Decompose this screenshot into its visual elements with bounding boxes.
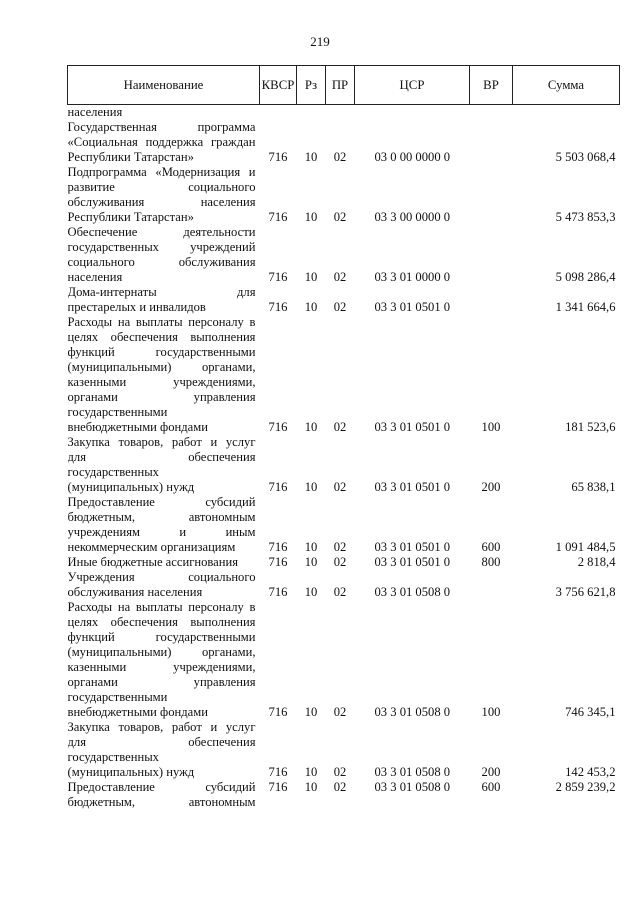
- cell-vr: 800: [481, 555, 501, 569]
- cell-sum: 2 818,4: [577, 555, 616, 569]
- name-line: государственных учреждений: [67, 240, 256, 254]
- cell-name: [68, 165, 260, 225]
- cell-pr: 02: [333, 270, 347, 284]
- cell-kvsr: 716: [268, 540, 288, 554]
- cell-rz: 10: [304, 150, 318, 164]
- cell-sum: 3 756 621,8: [555, 585, 616, 599]
- cell-kvsr: 716: [268, 480, 288, 494]
- cell-rz: 10: [304, 765, 318, 779]
- name-line: развитие социального: [67, 180, 256, 194]
- cell-sum: 2 859 239,2: [555, 780, 616, 794]
- name-line: обслуживания населения: [67, 585, 203, 599]
- name-line: Республики Татарстан»: [67, 210, 194, 224]
- name-line: обслуживания населения: [67, 195, 256, 209]
- cell-rz: 10: [304, 705, 318, 719]
- cell-pr: 02: [333, 420, 347, 434]
- name-line: внебюджетными фондами: [67, 705, 208, 719]
- name-line: государственных: [67, 750, 159, 764]
- column-header-kvsr: КВСР: [260, 66, 297, 105]
- cell-sum: 5 503 068,4: [555, 150, 616, 164]
- name-line: Обеспечение деятельности: [67, 225, 256, 239]
- name-line: Закупка товаров, работ и услуг: [67, 435, 256, 449]
- cell-kvsr: 716: [268, 210, 288, 224]
- table-row: [68, 285, 620, 315]
- cell-rz: 10: [304, 480, 318, 494]
- cell-vr: 100: [481, 705, 501, 719]
- cell-vr: [470, 225, 513, 285]
- name-line: органами управления: [67, 675, 256, 689]
- table-row: [68, 120, 620, 165]
- cell-name: [68, 720, 260, 780]
- cell-vr: 200: [481, 765, 501, 779]
- cell-csr: 03 3 01 0501 0: [374, 480, 451, 494]
- cell-vr: 600: [481, 540, 501, 554]
- cell-vr: [470, 570, 513, 600]
- cell-vr: [470, 120, 513, 165]
- cell-vr: [470, 285, 513, 315]
- name-line: (муниципальных) нужд: [67, 765, 195, 779]
- cell-sum: [513, 105, 620, 121]
- name-line: целях обеспечения выполнения: [67, 615, 256, 629]
- cell-rz: [297, 105, 326, 121]
- cell-vr: [470, 105, 513, 121]
- column-header-sum: Сумма: [513, 66, 620, 105]
- cell-sum: 746 345,1: [565, 705, 616, 719]
- cell-name: [68, 285, 260, 315]
- cell-sum: 1 341 664,6: [555, 300, 616, 314]
- cell-csr: 03 3 01 0501 0: [374, 540, 451, 554]
- name-line: Расходы на выплаты персоналу в: [67, 315, 256, 329]
- cell-pr: 02: [333, 555, 347, 569]
- cell-kvsr: 716: [268, 150, 288, 164]
- cell-pr: 02: [333, 300, 347, 314]
- cell-rz: 10: [304, 780, 318, 794]
- name-line: социального обслуживания: [67, 255, 256, 269]
- name-line: Предоставление субсидий: [67, 780, 256, 794]
- name-line: Предоставление субсидий: [67, 495, 256, 509]
- cell-sum: 65 838,1: [571, 480, 616, 494]
- name-line: органами управления: [67, 390, 256, 404]
- name-line: Подпрограмма «Модернизация и: [67, 165, 256, 179]
- table-row: [68, 570, 620, 600]
- name-line: Учреждения социального: [67, 570, 256, 584]
- name-line: «Социальная поддержка граждан: [67, 135, 256, 149]
- cell-vr: 200: [481, 480, 501, 494]
- cell-kvsr: 716: [268, 765, 288, 779]
- cell-pr: 02: [333, 540, 347, 554]
- name-line: населения: [67, 270, 123, 284]
- cell-pr: 02: [333, 705, 347, 719]
- table-row: [68, 165, 620, 225]
- cell-name: [68, 120, 260, 165]
- cell-csr: 03 3 01 0501 0: [374, 300, 451, 314]
- cell-name: [68, 780, 260, 810]
- name-line: функций государственными: [67, 630, 256, 644]
- page-number: 219: [310, 34, 330, 49]
- column-header-csr: ЦСР: [355, 66, 470, 105]
- cell-pr: 02: [333, 585, 347, 599]
- cell-kvsr: 716: [268, 780, 288, 794]
- cell-sum: 5 473 853,3: [555, 210, 616, 224]
- cell-pr: 02: [333, 210, 347, 224]
- cell-rz: 10: [304, 585, 318, 599]
- table-body: [68, 105, 620, 811]
- table-row: [68, 315, 620, 435]
- cell-name: [68, 105, 260, 121]
- cell-pr: [326, 105, 355, 121]
- name-line: государственными: [67, 405, 168, 419]
- budget-table: [67, 65, 620, 810]
- name-line: (муниципальными) органами,: [67, 645, 256, 659]
- cell-kvsr: [260, 105, 297, 121]
- column-header-vr: ВР: [470, 66, 513, 105]
- cell-kvsr: 716: [268, 585, 288, 599]
- name-line: бюджетным, автономным: [67, 795, 256, 809]
- cell-sum: 142 453,2: [565, 765, 616, 779]
- cell-name: [68, 570, 260, 600]
- name-line: некоммерческим организациям: [67, 540, 236, 554]
- table-row: [68, 780, 620, 810]
- name-line: государственными: [67, 690, 168, 704]
- cell-vr: 100: [481, 420, 501, 434]
- name-line: Республики Татарстан»: [67, 150, 194, 164]
- cell-csr: [355, 105, 470, 121]
- name-line: Государственная программа: [67, 120, 256, 134]
- cell-pr: 02: [333, 765, 347, 779]
- cell-pr: 02: [333, 480, 347, 494]
- column-header-rz: Рз: [297, 66, 326, 105]
- cell-csr: 03 3 01 0000 0: [374, 270, 451, 284]
- cell-sum: 1 091 484,5: [555, 540, 616, 554]
- cell-name: [68, 315, 260, 435]
- table-header-row: [68, 66, 620, 105]
- name-line: (муниципальными) органами,: [67, 360, 256, 374]
- cell-rz: 10: [304, 210, 318, 224]
- cell-csr: 03 3 01 0508 0: [374, 585, 451, 599]
- name-line: для обеспечения: [67, 735, 256, 749]
- cell-csr: 03 3 01 0501 0: [374, 420, 451, 434]
- name-line: целях обеспечения выполнения: [67, 330, 256, 344]
- name-line: Иные бюджетные ассигнования: [67, 555, 239, 569]
- cell-kvsr: 716: [268, 420, 288, 434]
- column-header-pr: ПР: [326, 66, 355, 105]
- cell-name: [68, 555, 260, 570]
- cell-vr: [470, 165, 513, 225]
- cell-kvsr: 716: [268, 555, 288, 569]
- table-row: [68, 495, 620, 555]
- name-line: для обеспечения: [67, 450, 256, 464]
- cell-kvsr: 716: [268, 705, 288, 719]
- column-header-name: Наименование: [68, 66, 260, 105]
- table-row: [68, 720, 620, 780]
- cell-rz: 10: [304, 270, 318, 284]
- cell-sum: 5 098 286,4: [555, 270, 616, 284]
- cell-kvsr: 716: [268, 270, 288, 284]
- table-row: [68, 105, 620, 121]
- name-line: (муниципальных) нужд: [67, 480, 195, 494]
- cell-csr: 03 3 01 0508 0: [374, 780, 451, 794]
- table-row: [68, 225, 620, 285]
- cell-name: [68, 600, 260, 720]
- name-line: населения: [67, 105, 123, 119]
- table-row: [68, 600, 620, 720]
- name-line: казенными учреждениями,: [67, 660, 256, 674]
- name-line: Дома-интернаты для: [67, 285, 256, 299]
- table-row: [68, 435, 620, 495]
- name-line: престарелых и инвалидов: [67, 300, 206, 314]
- cell-kvsr: 716: [268, 300, 288, 314]
- cell-rz: 10: [304, 555, 318, 569]
- name-line: Расходы на выплаты персоналу в: [67, 600, 256, 614]
- name-line: учреждениям и иным: [67, 525, 256, 539]
- name-line: функций государственными: [67, 345, 256, 359]
- cell-sum: 181 523,6: [565, 420, 616, 434]
- cell-pr: 02: [333, 150, 347, 164]
- cell-vr: 600: [481, 780, 501, 794]
- name-line: государственных: [67, 465, 159, 479]
- cell-csr: 03 3 00 0000 0: [374, 210, 451, 224]
- cell-csr: 03 3 01 0508 0: [374, 705, 451, 719]
- cell-pr: 02: [333, 780, 347, 794]
- name-line: бюджетным, автономным: [67, 510, 256, 524]
- cell-name: [68, 225, 260, 285]
- name-line: Закупка товаров, работ и услуг: [67, 720, 256, 734]
- cell-rz: 10: [304, 540, 318, 554]
- cell-csr: 03 3 01 0508 0: [374, 765, 451, 779]
- name-line: казенными учреждениями,: [67, 375, 256, 389]
- cell-rz: 10: [304, 300, 318, 314]
- cell-csr: 03 0 00 0000 0: [374, 150, 451, 164]
- table-row: [68, 555, 620, 570]
- name-line: внебюджетными фондами: [67, 420, 208, 434]
- cell-csr: 03 3 01 0501 0: [374, 555, 451, 569]
- cell-name: [68, 495, 260, 555]
- cell-rz: 10: [304, 420, 318, 434]
- cell-name: [68, 435, 260, 495]
